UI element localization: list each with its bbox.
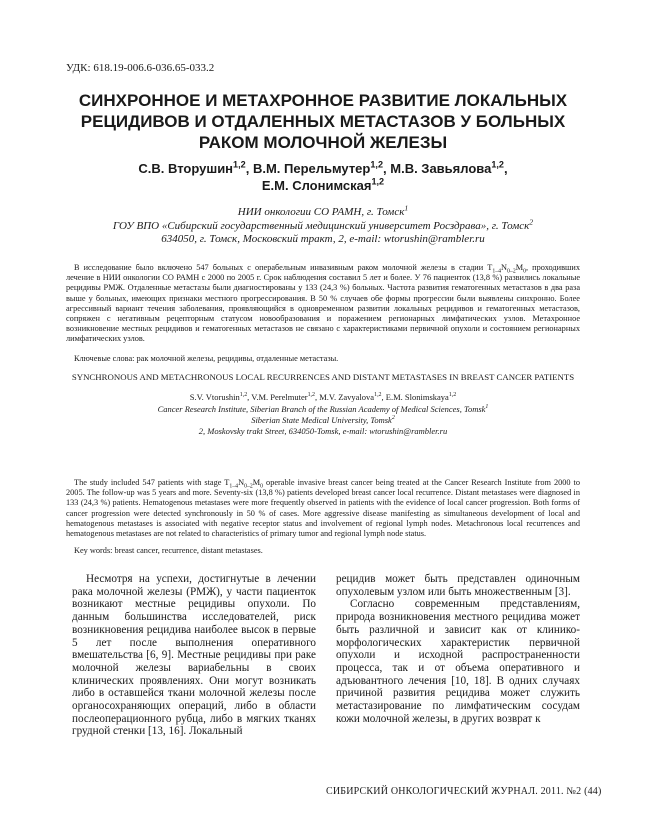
author-list bbox=[40, 160, 606, 194]
abstract-ru bbox=[66, 263, 580, 345]
article-title bbox=[40, 90, 606, 153]
affiliation-line bbox=[40, 216, 606, 234]
author-separator: , bbox=[381, 392, 386, 402]
author-separator: , bbox=[383, 161, 391, 176]
stage-subscript: 1–4 bbox=[492, 268, 502, 275]
affiliation-text: НИИ онкологии СО РАМН, г. Томск bbox=[237, 206, 405, 218]
author-list-en bbox=[66, 392, 580, 403]
affiliation-line bbox=[66, 404, 580, 415]
author-name: M.V. Zavyalova bbox=[319, 392, 375, 402]
keywords-en: Key words: breast cancer, recurrence, distant metastases. bbox=[74, 546, 263, 555]
affiliation-line bbox=[40, 203, 606, 220]
stage-subscript: 1–4 bbox=[229, 483, 239, 490]
affiliation-mark: 1 bbox=[404, 203, 409, 213]
author-separator: , bbox=[245, 161, 253, 176]
affiliation-mark: 2 bbox=[529, 216, 534, 226]
author-name: E.M. Slonimskaya bbox=[385, 392, 449, 402]
abstract-en bbox=[66, 478, 580, 539]
author-name: М.В. Завьялова bbox=[390, 161, 492, 176]
author-affiliation-mark: 1,2 bbox=[371, 176, 385, 187]
title-line: РЕЦИДИВОВ И ОТДАЛЕННЫХ МЕТАСТАЗОВ У БОЛЬНЫХ bbox=[80, 112, 566, 131]
author-affiliation-mark: 1,2 bbox=[239, 392, 248, 399]
author-affiliation-mark: 1,2 bbox=[233, 159, 246, 170]
body-paragraph: Несмотря на успехи, достигнутые в лечении рака молочной железы (РМЖ), у части пациенток возникают местные рецидивы опухоли. По данным большинства исследователей, риск возникновения рецидива наиболее высок в первые 5 лет после выполнения оперативного вмешательства [6, 9]. Местные рецидивы при раке молочной железы вариабельны в своих клинических проявлениях. Они могут возникать либо в оставшейся ткани молочной железы после органосохраняющих операций, либо в области послеоперационного рубца, либо в мягких тканях грудной стенки [13, 16]. Локальный bbox=[72, 573, 316, 738]
author-separator: , bbox=[314, 392, 320, 402]
affiliation-mark: 1 bbox=[485, 404, 489, 411]
article-title-en: SYNCHRONOUS AND METACHRONOUS LOCAL RECURRENCES AND DISTANT METASTASES IN BREAST CANCER PATIENTS bbox=[71, 372, 575, 382]
body-column-left bbox=[72, 573, 316, 738]
author-name: Е.М. Слонимская bbox=[261, 178, 372, 193]
affiliation-mark: 2 bbox=[391, 414, 395, 421]
author-line bbox=[40, 177, 606, 194]
author-name: С.В. Вторушин bbox=[138, 161, 234, 176]
affiliation-text: Siberian State Medical University, Tomsk bbox=[251, 414, 392, 425]
affiliation-line bbox=[40, 233, 606, 247]
stage-letter: M bbox=[515, 263, 524, 272]
udc-code: УДК: 618.19-006.6-036.65-033.2 bbox=[66, 62, 215, 74]
affiliation-text: 634050, г. Томск, Московский тракт, 2, e-mail: wtorushin@rambler.ru bbox=[161, 233, 485, 245]
abstract-text: , проходивших лечение в НИИ онкологии СО РАМН с 2000 по 2005 г. Срок наблюдения составил 5 лет и более. У 76 пациенток (13,8 %) развились локальные рецидивы РМЖ. Отдаленные метастазы были диагностированы у 133 (24,3 %) больных. Частота развития гематогенных метастазов в два раза выше у больных, имеющих признаки местного прогрессирования. В 50 % случаев обе формы прогрессии были выявлены синхронно. Более агрессивный вариант течения заболевания, проявляющийся в одновременном развитии локальных рецидивов и гематогенных метастазов, сопряжен с негативным рецепторным статусом новообразования и поражением регионарных лимфатических узлов. Метахронное возникновение местных рецидивов и гематогенных метастазов не связано с характеристиками первичной опухоли и состоянием регионарных лимфатических узлов. bbox=[66, 263, 580, 344]
author-name: В.М. Перельмутер bbox=[252, 161, 371, 176]
stage-subscript: 0–2 bbox=[244, 483, 253, 490]
author-line bbox=[40, 160, 606, 177]
title-line: РАКОМ МОЛОЧНОЙ ЖЕЛЕЗЫ bbox=[198, 133, 448, 152]
author-name: S.V. Vtorushin bbox=[189, 392, 240, 402]
stage-subscript: 0 bbox=[260, 483, 264, 490]
affiliations-en bbox=[66, 404, 580, 436]
keywords-ru: Ключевые слова: рак молочной железы, рецидивы, отдаленные метастазы. bbox=[74, 354, 339, 363]
abstract-text: operable invasive breast cancer being treated at the Cancer Research Institute from 2000 to 2005. The follow-up was 5 years and more. Seventy-six (13,8 %) patients developed breast cancer local recurrence. Distant metastases were diagnosed in 133 (24,3 %) patients. Hematogenous metastases were more frequently observed in patients with the evidence of local cancer progression. Both forms of cancer progression were detected synchronously in 50 % of cases. More aggressive disease manifesting as simultaneous development of local and hematogenous metastases is associated with negative receptor status and involvement of regional lymph nodes. Metachronous local recurrences and hematogenous metastases are not related to characteristics of primary tumor and regional lymph node status. bbox=[66, 478, 580, 539]
author-separator: , bbox=[503, 161, 508, 176]
affiliation-text: 2, Moskovsky trakt Street, 634050-Tomsk, e-mail: wtorushin@rambler.ru bbox=[198, 425, 448, 436]
journal-footer: СИБИРСКИЙ ОНКОЛОГИЧЕСКИЙ ЖУРНАЛ. 2011. №2 (44) bbox=[326, 786, 602, 797]
author-affiliation-mark: 1,2 bbox=[491, 159, 504, 170]
stage-letter: N bbox=[238, 478, 245, 487]
affiliation-line bbox=[66, 426, 580, 437]
stage-letter: M bbox=[252, 478, 261, 487]
author-affiliation-mark: 1,2 bbox=[448, 392, 457, 399]
affiliation-text: Cancer Research Institute, Siberian Branch of the Russian Academy of Medical Sciences, Tomsk bbox=[157, 404, 486, 414]
author-name: V.M. Perelmuter bbox=[251, 392, 308, 402]
title-line: СИНХРОННОЕ И МЕТАХРОННОЕ РАЗВИТИЕ ЛОКАЛЬНЫХ bbox=[78, 91, 568, 110]
stage-subscript: 0–2 bbox=[507, 268, 516, 275]
abstract-text: The study included 547 patients with stage T bbox=[74, 478, 230, 487]
affiliation-text: ГОУ ВПО «Сибирский государственный медицинский университет Росздрава», г. Томск bbox=[112, 219, 530, 232]
affiliation-line bbox=[66, 415, 580, 426]
author-affiliation-mark: 1,2 bbox=[307, 392, 315, 399]
author-separator: , bbox=[247, 392, 252, 402]
abstract-text: В исследование было включено 547 больных с операбельным инвазивным раком молочной железы в стадии T bbox=[74, 263, 493, 272]
stage-letter: N bbox=[501, 263, 508, 272]
affiliations-ru bbox=[40, 203, 606, 247]
author-affiliation-mark: 1,2 bbox=[374, 392, 382, 399]
body-paragraph: Согласно современным представлениям, природа возникновения местного рецидива может быть различной и зависит как от клинико-морфологических характеристик первичной опухоли и исходной распространенности процесса, так и от объема оперативного и адъювантного лечения [10, 18]. В одних случаях причиной развития рецидива может служить метастазирование по лимфатическим сосудам кожи молочной железы, в других возврат к bbox=[336, 598, 580, 725]
body-paragraph: рецидив может быть представлен одиночным опухолевым узлом или быть множественным [3]. bbox=[336, 573, 580, 598]
author-affiliation-mark: 1,2 bbox=[370, 159, 384, 170]
stage-subscript: 0 bbox=[523, 268, 527, 275]
body-column-right bbox=[336, 573, 580, 725]
